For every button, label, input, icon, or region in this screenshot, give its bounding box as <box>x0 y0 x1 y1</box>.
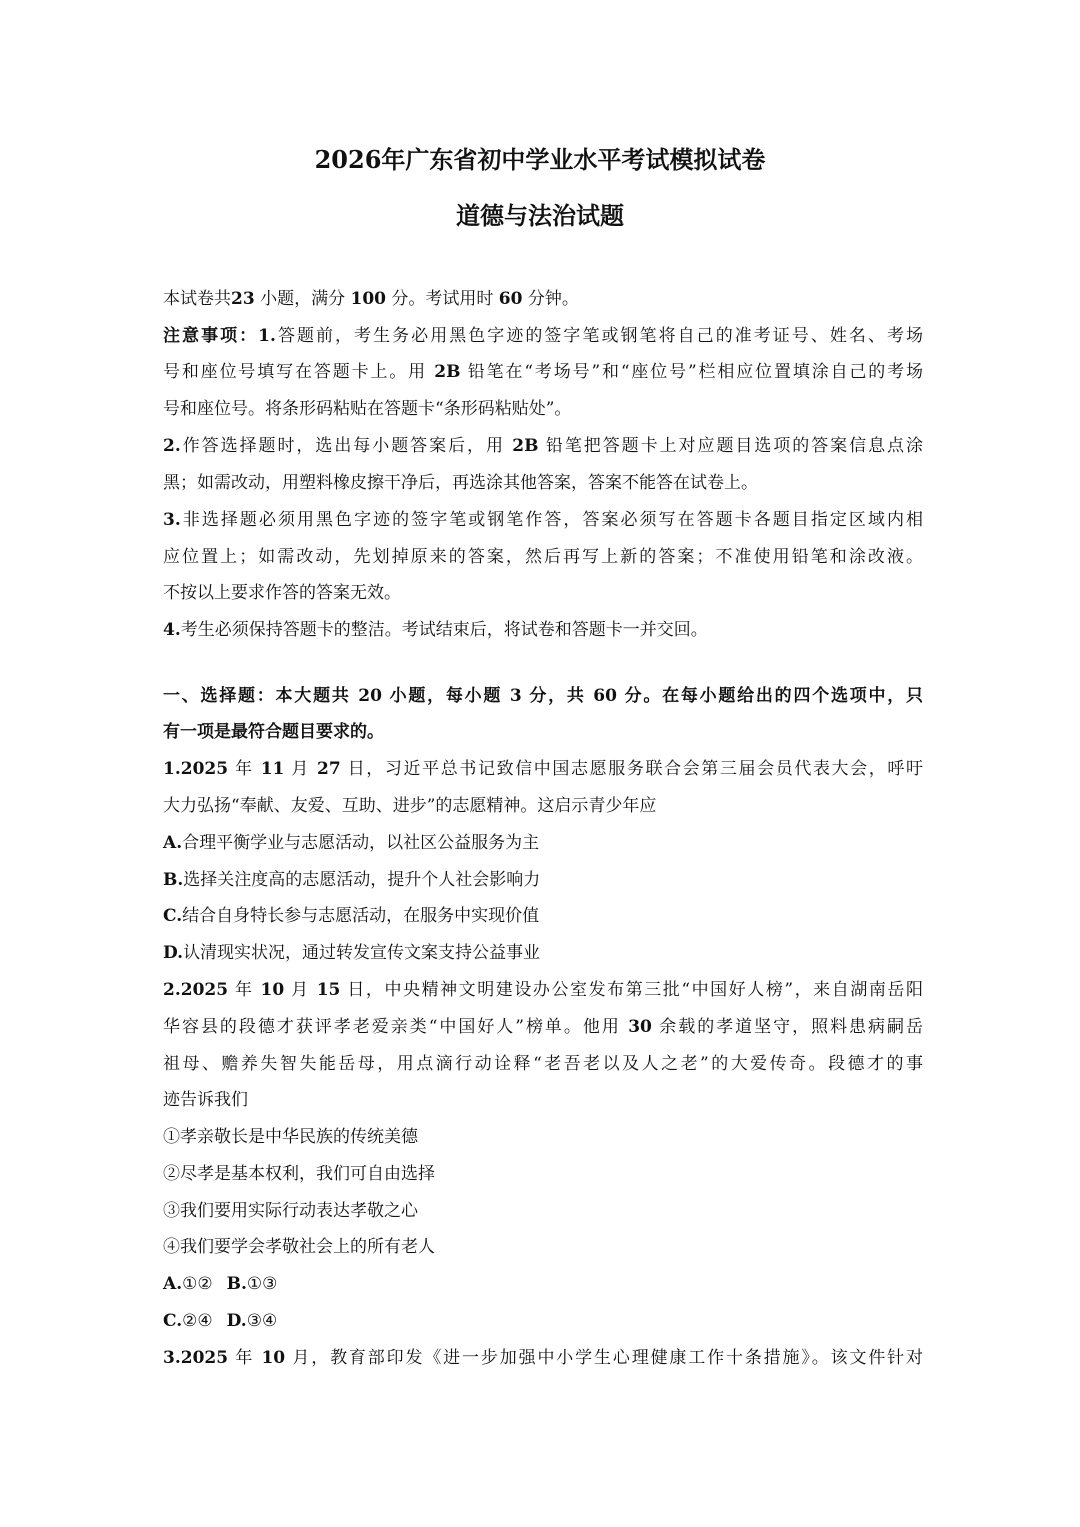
notice-1-line-3: 号和座位号。将条形码粘贴在答题卡“条形码粘贴处”。 <box>163 399 572 419</box>
question-2-statement-1: ①孝亲敬长是中华民族的传统美德 <box>163 1127 418 1147</box>
notice-3-line-2: 应位置上；如需改动，先划掉原来的答案，然后再写上新的答案；不准使用铅笔和涂改液。 <box>163 547 923 567</box>
notice-4-line-1: 4.考生必须保持答题卡的整洁。考试结束后，将试卷和答题卡一并交回。 <box>163 620 708 640</box>
question-1-option-c: C.结合自身特长参与志愿活动，在服务中实现价值 <box>163 906 540 926</box>
question-1-option-d: D.认清现实状况，通过转发宣传文案支持公益事业 <box>163 943 541 963</box>
notice-1-line-1: 注意事项：1.答题前，考生务必用黑色字迹的签字笔或钢笔将自己的准考证号、姓名、考场 <box>163 326 924 346</box>
notice-2-line-1: 2.作答选择题时，选出每小题答案后，用 2B 铅笔把答题卡上对应题目选项的答案信息点涂 <box>163 436 923 456</box>
question-2-option-a: ①② <box>182 1274 213 1294</box>
question-1-number: 1.2025 <box>163 759 229 779</box>
question-2-stem-line-2: 华容县的段德才获评孝老爱亲类“中国好人”榜单。他用 30 余载的孝道坚守，照料患病嗣岳 <box>163 1017 923 1037</box>
question-1-option-a: A.合理平衡学业与志愿活动，以社区公益服务为主 <box>163 833 540 853</box>
question-2-statement-4: ④我们要学会孝敬社会上的所有老人 <box>163 1237 435 1257</box>
notice-3-line-1: 3.非选择题必须用黑色字迹的签字笔或钢笔作答，答案必须写在答题卡各题目指定区域内相 <box>163 510 923 530</box>
question-2-statement-3: ③我们要用实际行动表达孝敬之心 <box>163 1201 418 1221</box>
section-heading-line-1: 一、选择题：本大题共 20 小题，每小题 3 分，共 60 分。在每小题给出的四个选项中，只 <box>163 686 923 706</box>
exam-title: 2026年广东省初中学业水平考试模拟试卷 <box>314 145 766 174</box>
question-2-stem-line-1: 2.2025 年 10 月 15 日，中央精神文明建设办公室发布第三批“中国好人榜”，来自湖南岳阳 <box>163 980 923 1000</box>
question-2-stem-line-4: 迹告诉我们 <box>163 1090 248 1110</box>
question-2-stem-line-3: 祖母、赡养失智失能岳母，用点滴行动诠释“老吾老以及人之老”的大爱传奇。段德才的事 <box>163 1054 923 1074</box>
question-3-number: 3.2025 <box>163 1348 229 1368</box>
question-2-number: 2.2025 <box>163 980 229 1000</box>
question-1-stem-line-2: 大力弘扬“奉献、友爱、互助、进步”的志愿精神。这启示青少年应 <box>163 796 657 816</box>
notice-label: 注意事项： <box>163 326 259 346</box>
question-1-option-b: B.选择关注度高的志愿活动，提升个人社会影响力 <box>163 870 541 890</box>
exam-subtitle: 道德与法治试题 <box>456 201 624 230</box>
notice-3-line-3: 不按以上要求作答的答案无效。 <box>163 583 401 603</box>
question-1-stem-line-1: 1.2025 年 11 月 27 日，习近平总书记致信中国志愿服务联合会第三届会员代表大会，呼吁 <box>163 759 923 779</box>
exam-summary: 本试卷共23 小题，满分 100 分。考试用时 60 分钟。 <box>163 289 579 309</box>
section-heading-line-2: 有一项是最符合题目要求的。 <box>163 722 384 742</box>
question-2-option-c: ②④ <box>182 1311 213 1331</box>
question-2-options-row-2: C.②④ D.③④ <box>163 1311 278 1331</box>
question-2-option-b: ①③ <box>246 1274 278 1294</box>
question-2-statement-2: ②尽孝是基本权利，我们可自由选择 <box>163 1164 435 1184</box>
notice-2-line-2: 黑；如需改动，用塑料橡皮擦干净后，再选涂其他答案，答案不能答在试卷上。 <box>163 473 758 493</box>
question-2-option-d: ③④ <box>246 1311 278 1331</box>
notice-1-line-2: 号和座位号填写在答题卡上。用 2B 铅笔在“考场号”和“座位号”栏相应位置填涂自己的考场 <box>163 362 924 382</box>
question-3-stem-line-1: 3.2025 年 10 月，教育部印发《进一步加强中小学生心理健康工作十条措施》。该文件针对 <box>163 1348 924 1368</box>
question-2-options-row-1: A.①② B.①③ <box>163 1274 278 1294</box>
